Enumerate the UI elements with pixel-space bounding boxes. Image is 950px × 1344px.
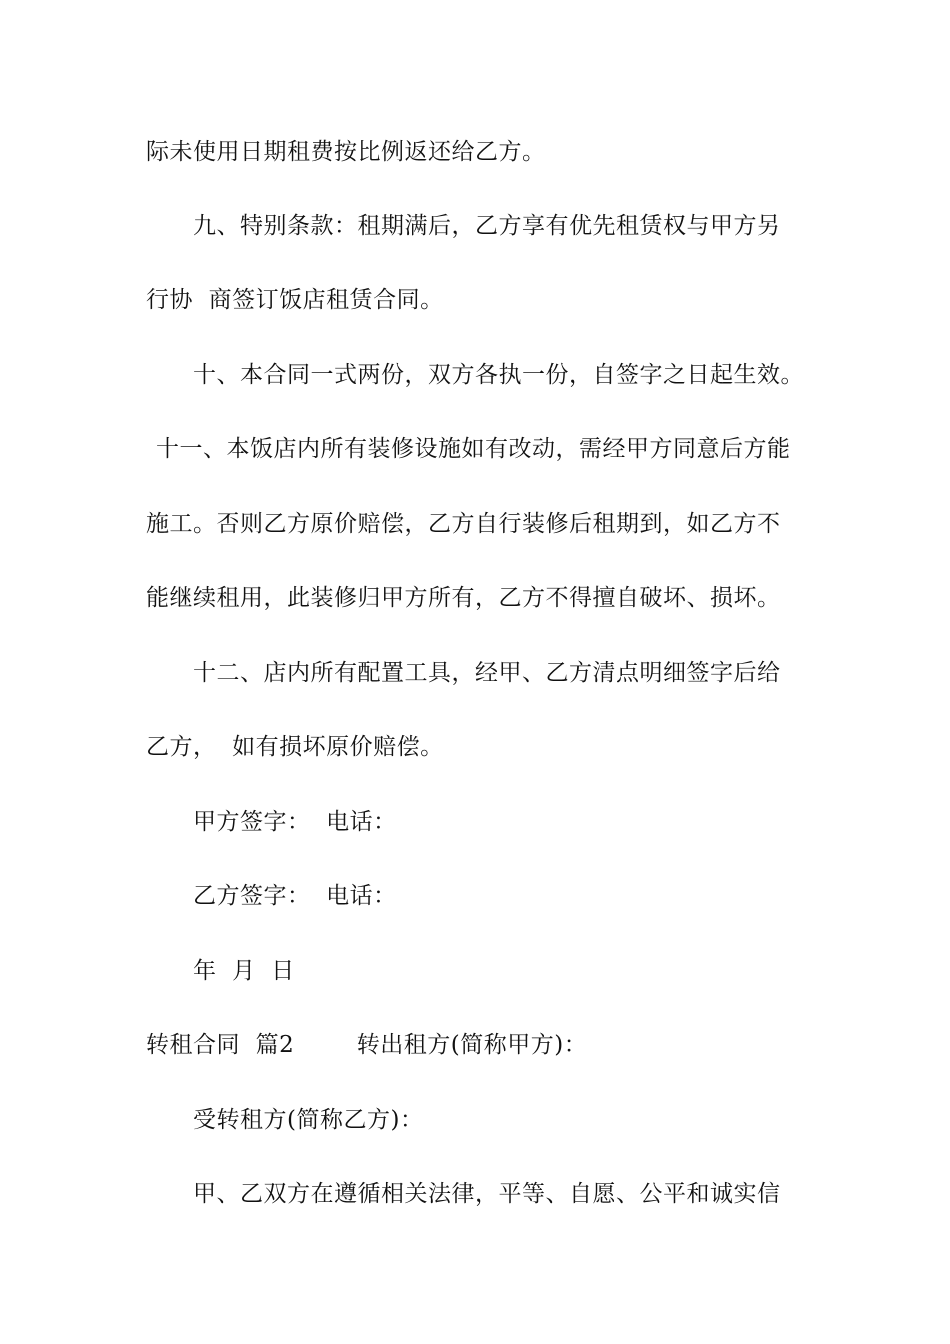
- section-heading: 转租合同 篇2 转出租方(简称甲方)：: [146, 1032, 588, 1058]
- text-line: 施工。否则乙方原价赔偿，乙方自行装修后租期到，如乙方不: [146, 511, 781, 537]
- signature-line-party-b: 乙方签字： 电话：: [193, 883, 397, 909]
- text-line: 受转租方(简称乙方)：: [193, 1107, 424, 1133]
- text-line: 九、特别条款：租期满后，乙方享有优先租赁权与甲方另: [193, 213, 781, 239]
- text-line: 十一、本饭店内所有装修设施如有改动，需经甲方同意后方能: [156, 436, 791, 462]
- text-line: 十、本合同一式两份，双方各执一份，自签字之日起生效。: [193, 362, 804, 388]
- text-line: 行协 商签订饭店租赁合同。: [146, 287, 444, 313]
- signature-line-party-a: 甲方签字： 电话：: [193, 809, 397, 835]
- text-line: 乙方， 如有损坏原价赔偿。: [146, 734, 444, 760]
- text-line: 际未使用日期租费按比例返还给乙方。: [146, 139, 546, 165]
- text-line: 十二、店内所有配置工具，经甲、乙方清点明细签字后给: [193, 660, 781, 686]
- text-line: 能继续租用，此装修归甲方所有，乙方不得擅自破坏、损坏。: [146, 585, 781, 611]
- text-line: 甲、乙双方在遵循相关法律，平等、自愿、公平和诚实信: [193, 1181, 781, 1207]
- date-line: 年 月 日: [193, 958, 295, 984]
